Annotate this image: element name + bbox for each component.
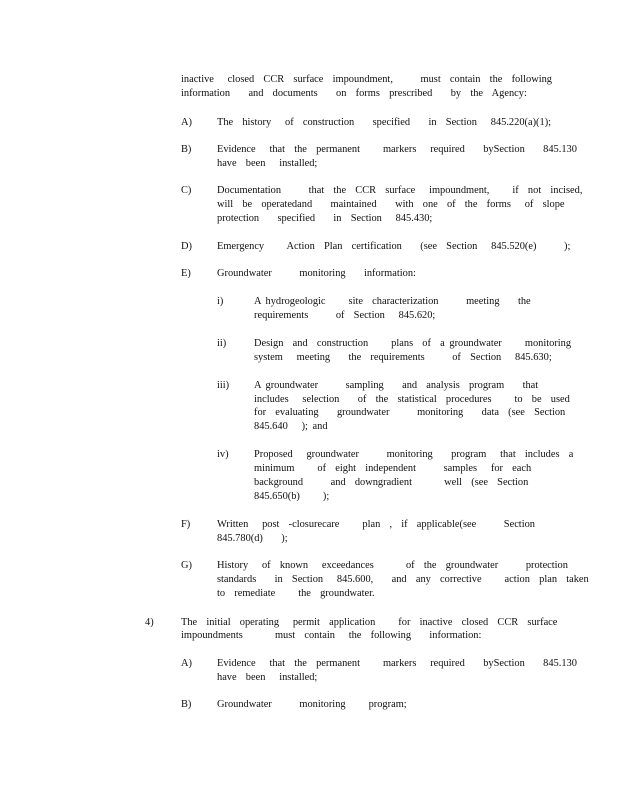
- sub-item-label: ii): [217, 338, 227, 349]
- item-label: G): [181, 560, 192, 571]
- item-label: F): [181, 519, 191, 530]
- section-text: The initial operating permit application for inactive closed CCR surface: [181, 617, 558, 628]
- item-text: 845.780(d) );: [217, 533, 288, 544]
- sub-item-text: A hydrogeologic site characterization meeting the: [254, 296, 531, 307]
- item-label: B): [181, 699, 192, 710]
- intro-line: information and documents on forms prescribed by the Agency:: [181, 88, 527, 99]
- sub-item-text: 845.650(b) );: [254, 491, 330, 502]
- sub-item-text: background and downgradient well (see Section: [254, 477, 529, 488]
- item-text: History of known exceedances of the groundwater protection: [217, 560, 568, 571]
- item-text: Emergency Action Plan certification (see Section 845.520(e) );: [217, 241, 571, 252]
- item-text: Documentation that the CCR surface impoundment, if not incised,: [217, 185, 583, 196]
- item-label: C): [181, 185, 192, 196]
- sub-item-text: A groundwater sampling and analysis program that: [254, 380, 539, 391]
- sub-item-text: 845.640 ); and: [254, 421, 328, 432]
- section-label: 4): [145, 617, 154, 628]
- sub-item-text: minimum of eight independent samples for each: [254, 463, 532, 474]
- sub-item-text: system meeting the requirements of Section 845.630;: [254, 352, 552, 363]
- item-label: A): [181, 658, 192, 669]
- sub-item-label: iii): [217, 380, 230, 391]
- sub-item-text: for evaluating groundwater monitoring data (see Section: [254, 407, 566, 418]
- item-label: D): [181, 241, 192, 252]
- item-text: The history of construction specified in Section 845.220(a)(1);: [217, 117, 552, 128]
- item-text: standards in Section 845.600, and any corrective action plan taken: [217, 574, 589, 585]
- item-text: Evidence that the permanent markers required bySection 845.130: [217, 144, 577, 155]
- item-text: protection specified in Section 845.430;: [217, 213, 433, 224]
- item-label: E): [181, 268, 191, 279]
- item-label: B): [181, 144, 192, 155]
- item-text: Groundwater monitoring program;: [217, 699, 407, 710]
- item-text: to remediate the groundwater.: [217, 588, 375, 599]
- item-text: Groundwater monitoring information:: [217, 268, 416, 279]
- sub-item-label: iv): [217, 449, 229, 460]
- sub-item-text: includes selection of the statistical procedures to be used: [254, 394, 570, 405]
- sub-item-label: i): [217, 296, 224, 307]
- item-text: have been installed;: [217, 672, 318, 683]
- item-text: will be operatedand maintained with one of the forms of slope: [217, 199, 565, 210]
- sub-item-text: requirements of Section 845.620;: [254, 310, 436, 321]
- sub-item-text: Design and construction plans of a groundwater monitoring: [254, 338, 572, 349]
- item-text: Evidence that the permanent markers required bySection 845.130: [217, 658, 577, 669]
- sub-item-text: Proposed groundwater monitoring program that includes a: [254, 449, 574, 460]
- section-text: impoundments must contain the following information:: [181, 630, 482, 641]
- item-text: Written post -closurecare plan , if applicable(see Section: [217, 519, 535, 530]
- item-text: have been installed;: [217, 158, 318, 169]
- item-label: A): [181, 117, 192, 128]
- intro-line: inactive closed CCR surface impoundment, must contain the following: [181, 74, 552, 85]
